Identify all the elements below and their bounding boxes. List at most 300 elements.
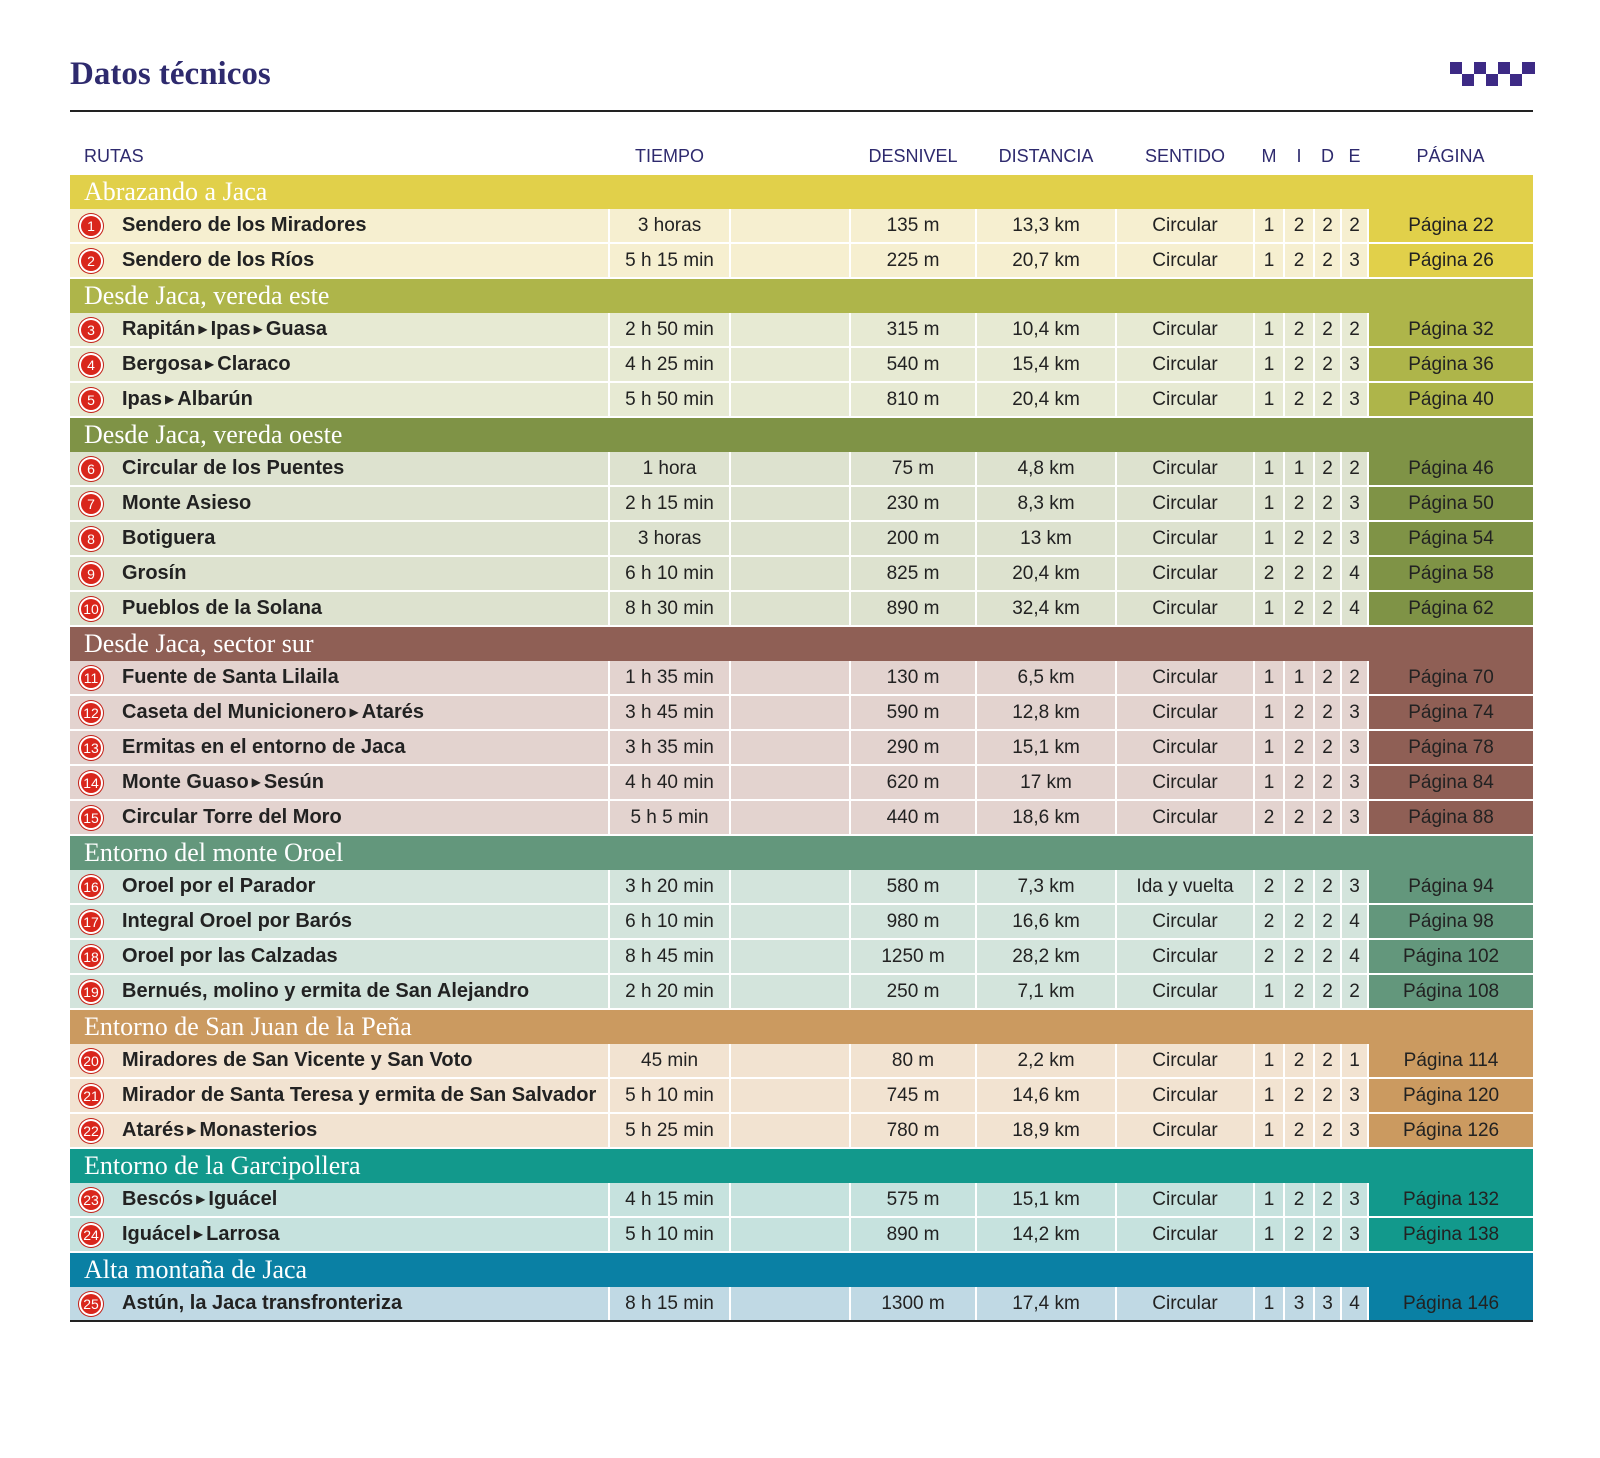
group-header-row	[70, 626, 1533, 661]
route-time: 5 h 25 min	[609, 1113, 730, 1148]
route-time: 5 h 10 min	[609, 1217, 730, 1252]
title-rule	[70, 110, 1533, 112]
route-time: 2 h 15 min	[609, 486, 730, 521]
route-e: 4	[1341, 939, 1368, 974]
route-e: 3	[1341, 347, 1368, 382]
route-number-badge: 9	[79, 562, 103, 586]
route-m: 1	[1254, 1078, 1284, 1113]
route-number-cell	[70, 382, 112, 417]
route-e: 4	[1341, 1287, 1368, 1321]
route-sentido: Circular	[1116, 1078, 1254, 1113]
route-pagina: Página 94	[1368, 870, 1533, 904]
group-title: Entorno de San Juan de la Peña	[70, 1009, 1533, 1044]
route-number-cell	[70, 1044, 112, 1078]
route-sentido: Circular	[1116, 243, 1254, 278]
table-row	[70, 661, 1533, 695]
route-d: 2	[1314, 800, 1341, 835]
route-name: Oroel por el Parador	[112, 870, 609, 904]
route-pagina: Página 126	[1368, 1113, 1533, 1148]
route-i: 1	[1284, 452, 1314, 486]
route-e: 3	[1341, 870, 1368, 904]
route-pagina: Página 46	[1368, 452, 1533, 486]
route-desnivel: 440 m	[850, 800, 976, 835]
table-row	[70, 209, 1533, 243]
spacer-cell	[730, 1113, 850, 1148]
route-pagina: Página 102	[1368, 939, 1533, 974]
route-name: Monte Guaso ▶ Sesún	[112, 765, 609, 800]
route-i: 2	[1284, 1078, 1314, 1113]
route-i: 2	[1284, 800, 1314, 835]
route-distancia: 20,4 km	[976, 382, 1116, 417]
route-desnivel: 130 m	[850, 661, 976, 695]
route-time: 4 h 15 min	[609, 1183, 730, 1217]
spacer-cell	[730, 486, 850, 521]
table-row	[70, 313, 1533, 347]
route-number-cell	[70, 765, 112, 800]
route-m: 1	[1254, 765, 1284, 800]
route-pagina: Página 26	[1368, 243, 1533, 278]
table-row	[70, 486, 1533, 521]
separator-arrow-icon: ▶	[193, 1227, 204, 1241]
separator-arrow-icon: ▶	[205, 357, 215, 371]
route-number-cell	[70, 870, 112, 904]
route-number-badge: 11	[79, 666, 103, 690]
route-name: Ipas ▶ Albarún	[112, 382, 609, 417]
route-desnivel: 250 m	[850, 974, 976, 1009]
table-row	[70, 1113, 1533, 1148]
route-d: 2	[1314, 1044, 1341, 1078]
col-header-i: I	[1296, 145, 1302, 166]
route-m: 1	[1254, 209, 1284, 243]
route-pagina: Página 74	[1368, 695, 1533, 730]
spacer-cell	[730, 870, 850, 904]
route-desnivel: 80 m	[850, 1044, 976, 1078]
route-desnivel: 75 m	[850, 452, 976, 486]
route-number-cell	[70, 939, 112, 974]
route-number-badge: 13	[79, 736, 103, 760]
route-distancia: 6,5 km	[976, 661, 1116, 695]
route-d: 3	[1314, 1287, 1341, 1321]
route-number-badge: 14	[79, 771, 103, 795]
route-time: 2 h 20 min	[609, 974, 730, 1009]
route-d: 2	[1314, 1183, 1341, 1217]
route-e: 3	[1341, 1183, 1368, 1217]
route-i: 2	[1284, 591, 1314, 626]
route-m: 1	[1254, 1287, 1284, 1321]
route-distancia: 14,2 km	[976, 1217, 1116, 1252]
route-pagina: Página 32	[1368, 313, 1533, 347]
route-time: 8 h 45 min	[609, 939, 730, 974]
route-i: 2	[1284, 974, 1314, 1009]
col-header-d: D	[1321, 145, 1335, 166]
route-i: 2	[1284, 904, 1314, 939]
table-row	[70, 1044, 1533, 1078]
route-sentido: Circular	[1116, 452, 1254, 486]
spacer-cell	[730, 1044, 850, 1078]
route-i: 2	[1284, 765, 1314, 800]
col-header-pagina: PÁGINA	[1416, 145, 1485, 166]
route-pagina: Página 114	[1368, 1044, 1533, 1078]
route-number-badge: 16	[79, 875, 103, 899]
route-desnivel: 590 m	[850, 695, 976, 730]
route-e: 4	[1341, 591, 1368, 626]
table-row	[70, 695, 1533, 730]
route-desnivel: 1250 m	[850, 939, 976, 974]
route-d: 2	[1314, 521, 1341, 556]
route-e: 2	[1341, 661, 1368, 695]
route-distancia: 15,1 km	[976, 730, 1116, 765]
route-e: 2	[1341, 974, 1368, 1009]
spacer-cell	[730, 591, 850, 626]
route-m: 1	[1254, 486, 1284, 521]
separator-arrow-icon: ▶	[349, 705, 359, 719]
spacer-cell	[730, 974, 850, 1009]
table-row	[70, 556, 1533, 591]
table-row	[70, 870, 1533, 904]
route-d: 2	[1314, 1217, 1341, 1252]
route-number-badge: 7	[79, 492, 103, 516]
route-time: 8 h 15 min	[609, 1287, 730, 1321]
route-sentido: Circular	[1116, 209, 1254, 243]
group-title: Entorno de la Garcipollera	[70, 1148, 1533, 1183]
route-name: Bergosa ▶ Claraco	[112, 347, 609, 382]
route-number-badge: 21	[79, 1084, 103, 1108]
col-header-spacer	[730, 137, 850, 175]
route-m: 2	[1254, 556, 1284, 591]
route-number-cell	[70, 974, 112, 1009]
route-name: Circular de los Puentes	[112, 452, 609, 486]
spacer-cell	[730, 800, 850, 835]
route-name: Rapitán ▶ Ipas ▶ Guasa	[112, 313, 609, 347]
route-number-cell	[70, 486, 112, 521]
route-distancia: 15,4 km	[976, 347, 1116, 382]
route-distancia: 16,6 km	[976, 904, 1116, 939]
route-time: 3 h 35 min	[609, 730, 730, 765]
route-time: 5 h 50 min	[609, 382, 730, 417]
route-number-cell	[70, 1078, 112, 1113]
route-i: 2	[1284, 695, 1314, 730]
route-d: 2	[1314, 556, 1341, 591]
group-header-row	[70, 417, 1533, 452]
route-name: Fuente de Santa Lilaila	[112, 661, 609, 695]
table-row	[70, 591, 1533, 626]
route-e: 3	[1341, 1078, 1368, 1113]
route-number-badge: 18	[79, 945, 103, 969]
route-name: Astún, la Jaca transfronteriza	[112, 1287, 609, 1321]
separator-arrow-icon: ▶	[196, 1192, 206, 1206]
route-e: 4	[1341, 556, 1368, 591]
route-desnivel: 980 m	[850, 904, 976, 939]
route-m: 1	[1254, 1113, 1284, 1148]
route-desnivel: 540 m	[850, 347, 976, 382]
route-m: 1	[1254, 347, 1284, 382]
table-row	[70, 452, 1533, 486]
group-header-row	[70, 1148, 1533, 1183]
route-time: 1 h 35 min	[609, 661, 730, 695]
route-pagina: Página 84	[1368, 765, 1533, 800]
route-pagina: Página 120	[1368, 1078, 1533, 1113]
route-number-badge: 12	[79, 701, 103, 725]
route-d: 2	[1314, 1113, 1341, 1148]
route-e: 2	[1341, 452, 1368, 486]
spacer-cell	[730, 1217, 850, 1252]
group-header-row	[70, 1252, 1533, 1287]
route-pagina: Página 54	[1368, 521, 1533, 556]
route-number-cell	[70, 661, 112, 695]
route-number-cell	[70, 521, 112, 556]
spacer-cell	[730, 1287, 850, 1321]
route-d: 2	[1314, 591, 1341, 626]
route-desnivel: 575 m	[850, 1183, 976, 1217]
route-m: 2	[1254, 904, 1284, 939]
table-row	[70, 1287, 1533, 1321]
route-i: 2	[1284, 243, 1314, 278]
route-e: 1	[1341, 1044, 1368, 1078]
route-i: 2	[1284, 870, 1314, 904]
route-number-badge: 19	[79, 980, 103, 1004]
route-name: Miradores de San Vicente y San Voto	[112, 1044, 609, 1078]
route-pagina: Página 108	[1368, 974, 1533, 1009]
table-body	[70, 175, 1533, 1321]
route-time: 45 min	[609, 1044, 730, 1078]
spacer-cell	[730, 904, 850, 939]
group-header-row	[70, 835, 1533, 870]
route-pagina: Página 146	[1368, 1287, 1533, 1321]
route-desnivel: 745 m	[850, 1078, 976, 1113]
route-name: Monte Asieso	[112, 486, 609, 521]
route-number-cell	[70, 209, 112, 243]
route-i: 2	[1284, 313, 1314, 347]
group-header-row	[70, 278, 1533, 313]
route-sentido: Circular	[1116, 730, 1254, 765]
route-distancia: 28,2 km	[976, 939, 1116, 974]
route-d: 2	[1314, 486, 1341, 521]
route-number-badge: 1	[79, 214, 103, 238]
route-distancia: 2,2 km	[976, 1044, 1116, 1078]
route-desnivel: 230 m	[850, 486, 976, 521]
route-sentido: Circular	[1116, 347, 1254, 382]
route-e: 3	[1341, 800, 1368, 835]
route-pagina: Página 40	[1368, 382, 1533, 417]
route-number-cell	[70, 800, 112, 835]
route-name: Caseta del Municionero ▶ Atarés	[112, 695, 609, 730]
col-header-distancia: DISTANCIA	[998, 145, 1094, 166]
route-sentido: Circular	[1116, 313, 1254, 347]
route-sentido: Circular	[1116, 382, 1254, 417]
route-number-badge: 8	[79, 527, 103, 551]
route-sentido: Ida y vuelta	[1116, 870, 1254, 904]
route-distancia: 18,9 km	[976, 1113, 1116, 1148]
spacer-cell	[730, 939, 850, 974]
route-pagina: Página 78	[1368, 730, 1533, 765]
route-m: 1	[1254, 382, 1284, 417]
table-row	[70, 243, 1533, 278]
route-name: Sendero de los Ríos	[112, 243, 609, 278]
route-sentido: Circular	[1116, 556, 1254, 591]
route-d: 2	[1314, 870, 1341, 904]
route-name: Atarés ▶ Monasterios	[112, 1113, 609, 1148]
route-m: 1	[1254, 730, 1284, 765]
route-distancia: 20,4 km	[976, 556, 1116, 591]
route-m: 1	[1254, 661, 1284, 695]
route-name: Integral Oroel por Barós	[112, 904, 609, 939]
route-number-cell	[70, 591, 112, 626]
route-i: 2	[1284, 730, 1314, 765]
spacer-cell	[730, 1078, 850, 1113]
route-number-cell	[70, 1113, 112, 1148]
route-sentido: Circular	[1116, 661, 1254, 695]
route-e: 4	[1341, 904, 1368, 939]
route-time: 6 h 10 min	[609, 556, 730, 591]
route-d: 2	[1314, 974, 1341, 1009]
table-row	[70, 1183, 1533, 1217]
route-distancia: 17,4 km	[976, 1287, 1116, 1321]
route-d: 2	[1314, 730, 1341, 765]
route-i: 2	[1284, 382, 1314, 417]
route-number-cell	[70, 556, 112, 591]
spacer-cell	[730, 209, 850, 243]
route-pagina: Página 58	[1368, 556, 1533, 591]
route-time: 3 horas	[609, 521, 730, 556]
table-row	[70, 730, 1533, 765]
spacer-cell	[730, 243, 850, 278]
route-i: 3	[1284, 1287, 1314, 1321]
table-row	[70, 382, 1533, 417]
route-name: Grosín	[112, 556, 609, 591]
route-m: 2	[1254, 870, 1284, 904]
route-time: 2 h 50 min	[609, 313, 730, 347]
route-time: 6 h 10 min	[609, 904, 730, 939]
route-pagina: Página 70	[1368, 661, 1533, 695]
route-number-badge: 15	[79, 806, 103, 830]
route-distancia: 8,3 km	[976, 486, 1116, 521]
route-pagina: Página 88	[1368, 800, 1533, 835]
route-name: Mirador de Santa Teresa y ermita de San Salvador	[112, 1078, 609, 1113]
route-desnivel: 890 m	[850, 591, 976, 626]
col-header-sentido: SENTIDO	[1145, 145, 1226, 166]
route-sentido: Circular	[1116, 486, 1254, 521]
route-desnivel: 290 m	[850, 730, 976, 765]
route-distancia: 13,3 km	[976, 209, 1116, 243]
table-row	[70, 347, 1533, 382]
group-title: Alta montaña de Jaca	[70, 1252, 1533, 1287]
route-time: 1 hora	[609, 452, 730, 486]
route-number-badge: 20	[79, 1049, 103, 1073]
table-row	[70, 800, 1533, 835]
route-i: 2	[1284, 1217, 1314, 1252]
route-time: 5 h 15 min	[609, 243, 730, 278]
route-desnivel: 135 m	[850, 209, 976, 243]
route-name: Pueblos de la Solana	[112, 591, 609, 626]
route-m: 1	[1254, 695, 1284, 730]
spacer-cell	[730, 382, 850, 417]
route-time: 3 horas	[609, 209, 730, 243]
group-title: Desde Jaca, vereda oeste	[70, 417, 1533, 452]
route-number-badge: 23	[79, 1188, 103, 1212]
spacer-cell	[730, 313, 850, 347]
route-e: 2	[1341, 209, 1368, 243]
route-m: 2	[1254, 939, 1284, 974]
route-sentido: Circular	[1116, 1183, 1254, 1217]
spacer-cell	[730, 347, 850, 382]
route-desnivel: 890 m	[850, 1217, 976, 1252]
checkered-logo-icon	[1450, 62, 1535, 86]
route-d: 2	[1314, 661, 1341, 695]
route-number-cell	[70, 313, 112, 347]
route-d: 2	[1314, 452, 1341, 486]
route-i: 2	[1284, 939, 1314, 974]
route-number-cell	[70, 1217, 112, 1252]
separator-arrow-icon: ▶	[187, 1123, 197, 1137]
spacer-cell	[730, 661, 850, 695]
route-distancia: 4,8 km	[976, 452, 1116, 486]
route-i: 2	[1284, 1044, 1314, 1078]
route-e: 3	[1341, 695, 1368, 730]
route-distancia: 10,4 km	[976, 313, 1116, 347]
table-row	[70, 904, 1533, 939]
route-time: 8 h 30 min	[609, 591, 730, 626]
route-m: 1	[1254, 521, 1284, 556]
route-pagina: Página 36	[1368, 347, 1533, 382]
route-m: 1	[1254, 1217, 1284, 1252]
route-distancia: 12,8 km	[976, 695, 1116, 730]
route-number-badge: 10	[79, 597, 103, 621]
route-distancia: 18,6 km	[976, 800, 1116, 835]
route-desnivel: 1300 m	[850, 1287, 976, 1321]
route-desnivel: 315 m	[850, 313, 976, 347]
route-distancia: 32,4 km	[976, 591, 1116, 626]
group-title: Entorno del monte Oroel	[70, 835, 1533, 870]
route-m: 1	[1254, 452, 1284, 486]
route-sentido: Circular	[1116, 1217, 1254, 1252]
route-d: 2	[1314, 1078, 1341, 1113]
route-number-badge: 4	[79, 353, 103, 377]
route-e: 2	[1341, 313, 1368, 347]
route-distancia: 13 km	[976, 521, 1116, 556]
route-distancia: 7,3 km	[976, 870, 1116, 904]
spacer-cell	[730, 730, 850, 765]
route-i: 2	[1284, 209, 1314, 243]
separator-arrow-icon: ▶	[253, 322, 263, 336]
route-desnivel: 825 m	[850, 556, 976, 591]
route-i: 2	[1284, 556, 1314, 591]
table-row	[70, 765, 1533, 800]
route-desnivel: 200 m	[850, 521, 976, 556]
separator-arrow-icon: ▶	[165, 392, 175, 406]
route-distancia: 7,1 km	[976, 974, 1116, 1009]
group-title: Desde Jaca, sector sur	[70, 626, 1533, 661]
route-name: Sendero de los Miradores	[112, 209, 609, 243]
route-sentido: Circular	[1116, 1044, 1254, 1078]
route-name: Oroel por las Calzadas	[112, 939, 609, 974]
route-i: 2	[1284, 1113, 1314, 1148]
route-m: 1	[1254, 1183, 1284, 1217]
route-number-cell	[70, 695, 112, 730]
route-number-cell	[70, 452, 112, 486]
route-distancia: 20,7 km	[976, 243, 1116, 278]
route-sentido: Circular	[1116, 521, 1254, 556]
col-header-rutas: RUTAS	[84, 145, 144, 166]
spacer-cell	[730, 556, 850, 591]
separator-arrow-icon: ▶	[198, 322, 208, 336]
group-header-row	[70, 1009, 1533, 1044]
group-header-row	[70, 175, 1533, 209]
route-number-cell	[70, 347, 112, 382]
table-row	[70, 521, 1533, 556]
route-i: 2	[1284, 1183, 1314, 1217]
route-distancia: 15,1 km	[976, 1183, 1116, 1217]
route-e: 3	[1341, 521, 1368, 556]
